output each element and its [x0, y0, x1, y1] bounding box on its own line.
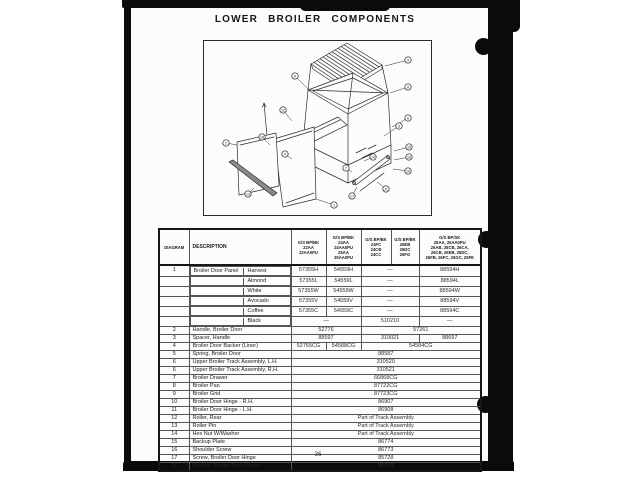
cell-part-number: 54559W — [326, 286, 361, 296]
table-row — [159, 359, 481, 367]
table-row — [159, 367, 481, 375]
cell-description — [190, 276, 291, 286]
color-variant-text: Harvest — [243, 268, 289, 275]
table-row — [159, 306, 481, 316]
color-variant-text: White — [243, 288, 289, 295]
header-model-line: 25AA0PU — [334, 254, 353, 260]
col-header-models-26aa — [419, 229, 481, 265]
cell-part-number: 57355H — [291, 265, 326, 276]
col-header-models-22aa — [291, 229, 326, 265]
header-model-line: G/S BP/SK — [439, 234, 461, 240]
callout-number: 18 — [260, 135, 264, 140]
callout-number: 10 — [406, 169, 410, 174]
callout-number: 17 — [350, 194, 354, 199]
table-row — [159, 327, 481, 335]
cell-part-number: 510210 — [361, 316, 419, 327]
cell-description: Broiler Door Hinge - R.H. — [189, 399, 291, 407]
cell-part-number: 52776 — [291, 327, 361, 335]
cell-part-number: 54559V — [326, 296, 361, 306]
cell-part-number: 57355V — [291, 296, 326, 306]
table-row — [159, 351, 481, 359]
table-row — [159, 439, 481, 447]
table-row — [159, 316, 481, 327]
cell-part-number: 86773 — [291, 447, 481, 455]
cell-diagram-number: 18 — [159, 463, 189, 472]
cell-part-number: — — [361, 286, 419, 296]
cell-diagram-number: 16 — [159, 447, 189, 455]
col-header-models-24fc — [361, 229, 391, 265]
table-row — [159, 423, 481, 431]
cell-description — [190, 316, 291, 326]
header-model-line: 22AA0PU — [299, 249, 318, 255]
header-model-line: 25AA — [338, 249, 349, 255]
table-row — [159, 431, 481, 439]
binder-hole-dot — [475, 38, 492, 55]
cell-description: Washer, Broiler Door Hinge — [189, 463, 291, 472]
cell-part-number: 88594V — [419, 296, 481, 306]
cell-part-number: 54559L — [326, 276, 361, 286]
cell-part-number: — — [419, 316, 481, 327]
table-row — [159, 407, 481, 415]
callout-number: 13 — [246, 192, 250, 197]
cell-description: Hex Nut W/Washer — [189, 431, 291, 439]
cell-description: Spacer, Handle — [189, 335, 291, 343]
callout-number: 8 — [407, 85, 409, 90]
cell-part-number: 54559C — [326, 306, 361, 316]
table-row — [159, 415, 481, 423]
cell-description: Upper Broiler Track Assembly, R.H. — [189, 367, 291, 375]
callout-leader-line — [385, 60, 408, 66]
col-header-models-24aa — [326, 229, 361, 265]
cell-diagram-number — [159, 316, 189, 327]
cell-part-number: Part of Track Assembly — [291, 423, 481, 431]
cell-part-number: 310021 — [361, 335, 419, 343]
cell-description: Spring, Broiler Door — [189, 351, 291, 359]
callout-number: 6 — [407, 116, 409, 121]
table-row — [159, 463, 481, 472]
page-title: LOWER BROILER COMPONENTS — [214, 14, 416, 25]
callout-number: 11 — [384, 187, 388, 192]
cell-diagram-number: 6 — [159, 359, 189, 367]
callout-number: 4 — [284, 152, 286, 157]
cell-part-number: 88594C — [419, 306, 481, 316]
header-model-line: 24AA0PU — [334, 244, 353, 250]
callout-number: 3 — [398, 124, 400, 129]
header-model-line: 24FC — [370, 242, 382, 247]
cell-description — [190, 296, 291, 306]
callout-number: 5 — [294, 74, 296, 79]
cell-description: Broiler Grid — [189, 391, 291, 399]
cell-part-number: 57261 — [361, 327, 481, 335]
callout-number: 9 — [407, 58, 409, 63]
cell-part-number: Part of Track Assembly — [291, 415, 481, 423]
header-model-line: 24CC — [370, 252, 382, 257]
page-number: 36 — [314, 452, 322, 458]
cell-description: Broiler Drawer — [189, 375, 291, 383]
cell-diagram-number: 1 — [159, 265, 189, 276]
cell-diagram-number: 7 — [159, 375, 189, 383]
color-variant-text: Coffee — [243, 308, 289, 315]
col-header-models-26eb — [391, 229, 419, 265]
header-model-line: G/S BP/BK — [365, 237, 387, 242]
color-variant-text: Almond — [243, 278, 289, 285]
header-model-line: 22AA — [303, 244, 314, 250]
cell-part-number: Part of Track Assembly — [291, 431, 481, 439]
cell-diagram-number: 13 — [159, 423, 189, 431]
cell-description: Broiler Door Hinge - L.H. — [189, 407, 291, 415]
cell-part-number: — — [361, 265, 419, 276]
cell-part-number: 88697 — [419, 335, 481, 343]
scan-edge-top-bump — [300, 0, 390, 11]
description-text: Broiler Door Panel — [193, 267, 239, 274]
cell-part-number: 54588CG — [326, 343, 361, 351]
cell-part-number: — — [291, 316, 361, 327]
cell-diagram-number — [159, 286, 189, 296]
cell-diagram-number: 15 — [159, 439, 189, 447]
cell-diagram-number: 17 — [159, 455, 189, 463]
cell-description: Backup Plate — [189, 439, 291, 447]
table-row — [159, 391, 481, 399]
header-model-line: G/S BP/BK — [394, 237, 416, 242]
cell-diagram-number: 4 — [159, 343, 189, 351]
callout-number: 12 — [281, 108, 285, 113]
cell-diagram-number — [159, 276, 189, 286]
header-model-line: 26CB, 26EB, 26DC, — [430, 249, 469, 255]
cell-part-number: 85728 — [291, 455, 481, 463]
cell-diagram-number: 3 — [159, 335, 189, 343]
cell-part-number: 310521 — [291, 367, 481, 375]
scan-edge-right-top — [492, 0, 520, 32]
color-variant-text: Black — [243, 318, 289, 325]
cell-description: Screw, Broiler Door Hinge — [189, 455, 291, 463]
cell-description: Shoulder Screw — [189, 447, 291, 455]
header-model-line: 26AA, 26AA0PU — [433, 239, 466, 245]
header-model-line: 24CB — [370, 247, 382, 252]
table-row — [159, 375, 481, 383]
cell-part-number: 88597 — [291, 335, 361, 343]
cell-part-number: — — [361, 276, 419, 286]
header-model-line: 26EB — [399, 242, 411, 247]
parts-table-body — [159, 265, 481, 471]
cell-part-number: 86907 — [291, 399, 481, 407]
header-model-line: 26DC — [399, 247, 411, 252]
cell-part-number: 88594L — [419, 276, 481, 286]
cell-description: Broiler Pan — [189, 383, 291, 391]
cell-part-number: 88594W — [419, 286, 481, 296]
cell-part-number: 54584CG — [361, 343, 481, 351]
table-row — [159, 399, 481, 407]
cell-part-number: 88594H — [419, 265, 481, 276]
table-row — [159, 383, 481, 391]
scan-edge-left — [124, 0, 131, 470]
cell-diagram-number: 8 — [159, 383, 189, 391]
callout-number: 1 — [333, 203, 335, 208]
col-header-description: DESCRIPTION — [189, 229, 291, 265]
callout-number: 2 — [225, 141, 227, 146]
table-row — [159, 296, 481, 306]
cell-part-number: 52765CG — [291, 343, 326, 351]
callout-number: 15 — [407, 145, 411, 150]
broiler-exploded-view-drawing — [204, 41, 431, 215]
cell-description — [190, 306, 291, 316]
cell-diagram-number: 14 — [159, 431, 189, 439]
cell-diagram-number: 12 — [159, 415, 189, 423]
cell-diagram-number — [159, 296, 189, 306]
header-model-line: 24AA — [338, 239, 349, 245]
cell-part-number: — — [361, 306, 419, 316]
cell-part-number: 86908 — [291, 407, 481, 415]
cell-diagram-number: 11 — [159, 407, 189, 415]
cell-description: Handle, Broiler Door — [189, 327, 291, 335]
callout-number: 7 — [345, 166, 347, 171]
cell-part-number: 57355C — [291, 306, 326, 316]
cell-description: Broiler Door Backer (Liner) — [189, 343, 291, 351]
cell-part-number: 87723CG — [291, 391, 481, 399]
parts-table — [158, 228, 482, 472]
cell-description — [190, 266, 291, 276]
cell-diagram-number: 6 — [159, 367, 189, 375]
cell-diagram-number — [159, 306, 189, 316]
cell-part-number: 54559H — [326, 265, 361, 276]
callout-number: 14 — [371, 155, 375, 160]
cell-part-number: 310520 — [291, 359, 481, 367]
header-model-line: 26AB, 26CB, 26CA, — [430, 244, 469, 250]
cell-part-number: 86774 — [291, 439, 481, 447]
table-row — [159, 265, 481, 276]
table-row — [159, 286, 481, 296]
cell-diagram-number: 9 — [159, 391, 189, 399]
cell-description — [190, 286, 291, 296]
table-row — [159, 335, 481, 343]
cell-description: Roller, Rear — [189, 415, 291, 423]
cell-part-number: 57355W — [291, 286, 326, 296]
callout-number: 16 — [407, 155, 411, 160]
header-model-line: G/S BP/BK — [332, 234, 355, 240]
header-model-line: 26FG — [399, 252, 411, 257]
col-header-diagram: DIAGRAM — [159, 229, 189, 265]
table-row — [159, 276, 481, 286]
cell-diagram-number: 5 — [159, 351, 189, 359]
cell-description: Upper Broiler Track Assembly, L.H. — [189, 359, 291, 367]
cell-diagram-number: 2 — [159, 327, 189, 335]
cell-part-number: 57355L — [291, 276, 326, 286]
cell-part-number: 85729 — [291, 463, 481, 472]
table-header-row — [159, 229, 481, 265]
cell-part-number: 87722CG — [291, 383, 481, 391]
cell-part-number: 66868CG — [291, 375, 481, 383]
color-variant-text: Avocado — [243, 298, 289, 305]
table-row — [159, 343, 481, 351]
header-model-line: 26FB, 26FC, 26GC, 26FE — [425, 254, 474, 260]
cell-description: Roller Pin — [189, 423, 291, 431]
header-model-line: G/S BP/BK — [297, 239, 320, 245]
cell-diagram-number: 10 — [159, 399, 189, 407]
exploded-parts-diagram — [203, 40, 432, 216]
cell-part-number: 88587 — [291, 351, 481, 359]
cell-part-number: — — [361, 296, 419, 306]
